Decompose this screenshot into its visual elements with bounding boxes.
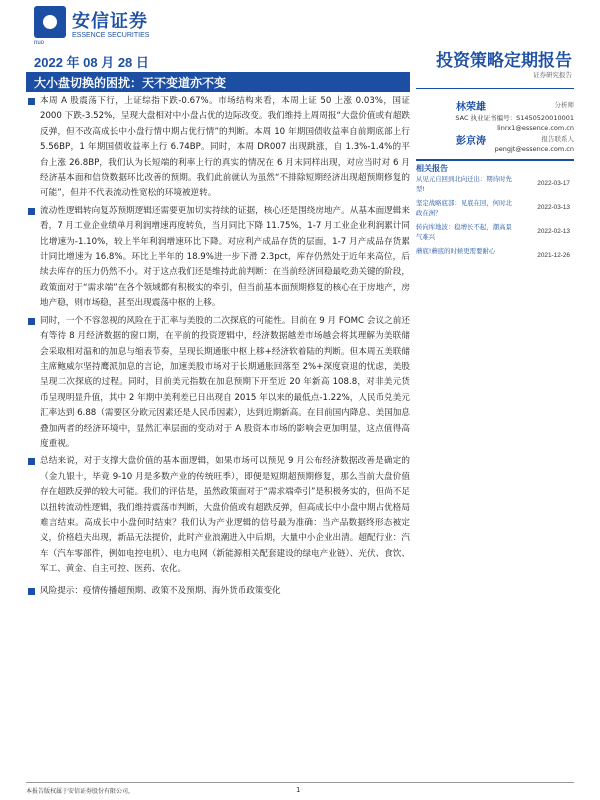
- analyst-email[interactable]: pengjt@essence.com.cn: [494, 145, 574, 153]
- related-report-date: 2022-03-17: [537, 180, 570, 187]
- analyst-email[interactable]: linrx1@essence.com.cn: [497, 124, 574, 132]
- analyst-role: 分析师: [554, 101, 574, 109]
- related-report-date: 2022-03-13: [537, 204, 570, 211]
- related-report-title[interactable]: 蘑底!蘑底的时候更需要耐心: [416, 247, 496, 255]
- report-series: 证券研究报告: [533, 71, 572, 79]
- related-reports-header: 相关报告: [416, 159, 574, 174]
- divider: [416, 88, 574, 89]
- related-report-title[interactable]: 从见元自回到北向迁出：期待时先型!: [416, 175, 512, 193]
- paragraph: [26, 314, 410, 453]
- bullet-square-icon: [28, 208, 35, 215]
- footer-divider: [26, 782, 574, 783]
- report-type: 投资策略定期报告: [436, 51, 572, 71]
- related-report-date: 2022-02-13: [537, 228, 570, 235]
- paragraph-text: 总结来说，对于支撑大盘价值的基本面逻辑，如果市场可以预见 9 月公布经济数据改善是确定的（金九银十，毕竟 9-10 月是多数产业的传统旺季），即便是短期超预期修复，那么当前大盘价值存在超跌反弹的较大可能。我们的评估是，虽然政策面对于“需求端牵引”是积极务实的，但尚不足以扭转流动性逻辑，我们维持震荡市判断，大盘价值或有超跌反弹，但高成长中小盘中期占优格局难言结束。高成长中小盘何时结束？我们认为产业逻辑的信号最为准确：当产品数据终形态被定义，价格趋夫出现，新品无法提价，此时产业浪潮进入中后期，大量中小企业出清。超配行业：汽车（汽车零部件，例如电控电机）、电力电网（新能源相关配套建设的绿电产业链）、光伏、食饮、军工、黄金、自主可控、医药、农化。: [40, 456, 410, 575]
- main-content: [26, 94, 410, 601]
- paragraph-text: 流动性逻辑转向复苏预期逻辑还需要更加切实持续的证据，核心还是围绕房地产。从基本面逻辑来看，7 月工业企业绩单月利润增速再度转负，当月同比下降 11.75%，1-7 月工业企业利润累计同比增速为-1.10%，较上半年利润增速环比下降。对应利产成品存货的层面，1-7 月产成品存货累计同比增速为 16.8%。环比上半年的 18.9%进一步下滑 2.3pct，库存仍然处于近年来高位，后续去库存的压力仍然不小。对于这点我们还是维持此前判断：在当前经济回稳最吃劲关键的阶段，政策面对于“需求端”在各个领域都有积极实的牵引，但当前基本面预期修复的核心在于房地产，房地产稳，则市场稳，甚至出现震荡中枢的上移。: [40, 205, 410, 309]
- related-report-title[interactable]: 转向库地波：稳增长不起，潮高景气难兴: [416, 223, 512, 241]
- bullet-square-icon: [28, 318, 35, 325]
- report-date: 2022 年 08 月 28 日: [34, 55, 149, 70]
- related-report-item[interactable]: [416, 247, 574, 257]
- related-report-item[interactable]: [416, 223, 574, 242]
- related-report-item[interactable]: [416, 199, 574, 218]
- risk-text: 风险提示：疫情传播超预期、政策不及预期、海外货币政策变化: [40, 585, 281, 596]
- brand-name: 安信证券: [72, 11, 148, 32]
- related-report-item[interactable]: [416, 175, 574, 194]
- bullet-square-icon: [28, 98, 35, 105]
- analyst-name: 彭京涛: [456, 136, 486, 147]
- brand-mark-icon: [34, 6, 66, 38]
- brand-sub: nuo: [34, 40, 45, 46]
- paragraph-text: 同时，一个不容忽视的风险在于汇率与美股的二次探底的可能性。目前在 9 月 FOMC 会议之前还有等待 8 月经济数据的窗口期，在平前的投资逻辑中，经济数据越差市场越会将其理解为美联储会采取相对温和的加息与缩表节奏，呈现长期通胀中枢上移+经济软着陆的判断。但本周五美联储主席鲍威尔坚持鹰派加息的言论，加速美股市场对于长期通胀回落至 2%+深度衰退的忧虑，美股呈现二次探底的过程。同时，目前美元指数在加息预期下开至近 20 年新高 108.8，对非美元货币呈现明显升值，其中 2 年期中美利差已日出现自 2015 年以来的最低点-1.22%，人民币兑美元汇率达到 6.88（需要区分欧元因素还是人民币因素），达到近期新高。在目前国内降息、美国加息叠加两者的经济环境中，显然汇率层面的变动对于 A 股资本市场的影响会更加明显，这点值得高度重视。: [40, 315, 410, 449]
- related-reports-list: [416, 175, 574, 262]
- paragraph: [26, 204, 410, 312]
- report-title: 大小盘切换的困扰：天不变道亦不变: [26, 72, 410, 92]
- analyst-name: 林荣雄: [456, 102, 486, 113]
- analyst-role: 报告联系人: [541, 135, 574, 143]
- paragraph: [26, 454, 410, 577]
- related-report-date: 2021-12-26: [537, 252, 570, 259]
- paragraph-text: 本周 A 股震荡下行，上证综指下跌-0.67%。市场结构来看，本周上证 50 上涨 0.03%，国证 2000 下跌-3.52%，呈现大盘相对中小盘占优的边际改变。我们维持上周周报“大盘价值或有超跌反弹，但不改高成长中小盘行情中期占优行情”的判断。本周 10 年期国债收益率自前期底部上行 5.56BP，1 年期国债收益率上行 6.74BP。同时，本周 DR007 出现跳涨，自 1.3%-1.4%的平台上涨 26.8BP，我们认为长短端的利率上行的真实的情况在 6 月末同样出现，对应当时对 6 月经济基本面和信贷数据环比改善的预期。我们此前就认为虽然“不排除短期经济出现超预期修复的可能”，但并不代表流动性宽松的环境被逆转。: [40, 96, 410, 199]
- brand-name-en: ESSENCE SECURITIES: [72, 32, 150, 39]
- paragraph: [26, 94, 410, 202]
- footer-disclaimer: 本报告版权属于安信证券股份有限公司，: [26, 788, 135, 795]
- related-report-title[interactable]: 坚定战略底部：见底在回，何时北政在洲？: [416, 199, 512, 217]
- risk-warning: [26, 584, 410, 599]
- brand-logo: [34, 6, 154, 46]
- bullet-square-icon: [28, 458, 35, 465]
- bullet-square-icon: [28, 588, 35, 595]
- page-number: 1: [296, 786, 301, 794]
- analyst-cert: SAC 执业证书编号：S1450520010001: [455, 114, 574, 122]
